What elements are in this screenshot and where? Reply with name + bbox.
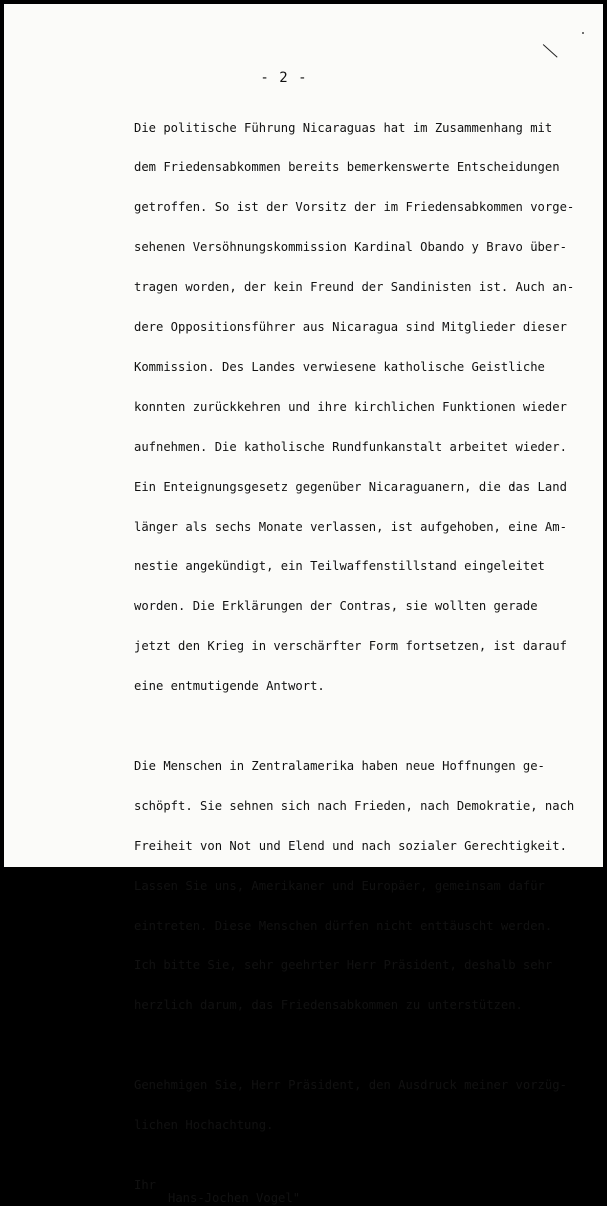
text-line: sehenen Versöhnungskommission Kardinal Obando y Bravo über- (134, 240, 567, 255)
text-line: dere Oppositionsführer aus Nicaragua sind Mitglieder dieser (134, 320, 567, 335)
text-line: schöpft. Sie sehnen sich nach Frieden, nach Demokratie, nach (134, 798, 575, 813)
text-line: worden. Die Erklärungen der Contras, sie wollten gerade (134, 599, 538, 614)
letter-body (134, 95, 574, 1206)
text-line: dem Friedensabkommen bereits bemerkenswerte Entscheidungen (134, 160, 560, 175)
text-line: konnten zurückkehren und ihre kirchlichen Funktionen wieder (134, 399, 567, 414)
text-line: Ein Enteignungsgesetz gegenüber Nicaraguanern, die das Land (134, 479, 567, 494)
signer-name: Hans-Jochen Vogel" (168, 1191, 301, 1206)
text-line: Genehmigen Sie, Herr Präsident, den Ausdruck meiner vorzüg- (134, 1078, 567, 1093)
scan-speck (582, 32, 584, 34)
text-line: eintreten. Diese Menschen dürfen nicht enttäuscht werden. (134, 918, 553, 933)
text-line: Kommission. Des Landes verwiesene katholische Geistliche (134, 359, 545, 374)
text-line: eine entmutigende Antwort. (134, 679, 325, 694)
text-line: Die Menschen in Zentralamerika haben neue Hoffnungen ge- (134, 758, 545, 773)
text-line: Lassen Sie uns, Amerikaner und Europäer, gemeinsam dafür (134, 878, 545, 893)
text-line: Freiheit von Not und Elend und nach sozialer Gerechtigkeit. (134, 838, 567, 853)
text-line: herzlich darum, das Friedensabkommen zu unterstützen. (134, 998, 523, 1013)
paragraph-3 (134, 1053, 574, 1159)
text-line: lichen Hochachtung. (134, 1118, 274, 1133)
text-line: nestie angekündigt, ein Teilwaffenstillstand eingeleitet (134, 559, 545, 574)
text-line: länger als sechs Monate verlassen, ist aufgehoben, eine Am- (134, 519, 567, 534)
text-line: aufnehmen. Die katholische Rundfunkanstalt arbeitet wieder. (134, 439, 567, 454)
paragraph-2 (134, 733, 574, 1039)
text-line: Die politische Führung Nicaraguas hat im Zusammenhang mit (134, 120, 553, 135)
text-line: Ich bitte Sie, sehr geehrter Herr Präsident, deshalb sehr (134, 958, 553, 973)
text-line: tragen worden, der kein Freund der Sandinisten ist. Auch an- (134, 280, 575, 295)
page-number: - 2 - (260, 70, 308, 86)
text-line: getroffen. So ist der Vorsitz der im Friedensabkommen vorge- (134, 200, 575, 215)
document-page (4, 4, 603, 1206)
text-line: jetzt den Krieg in verschärfter Form fortsetzen, ist darauf (134, 639, 567, 654)
paragraph-1 (134, 95, 574, 720)
closing: Ihr (134, 1177, 157, 1192)
scan-mark (543, 44, 558, 58)
